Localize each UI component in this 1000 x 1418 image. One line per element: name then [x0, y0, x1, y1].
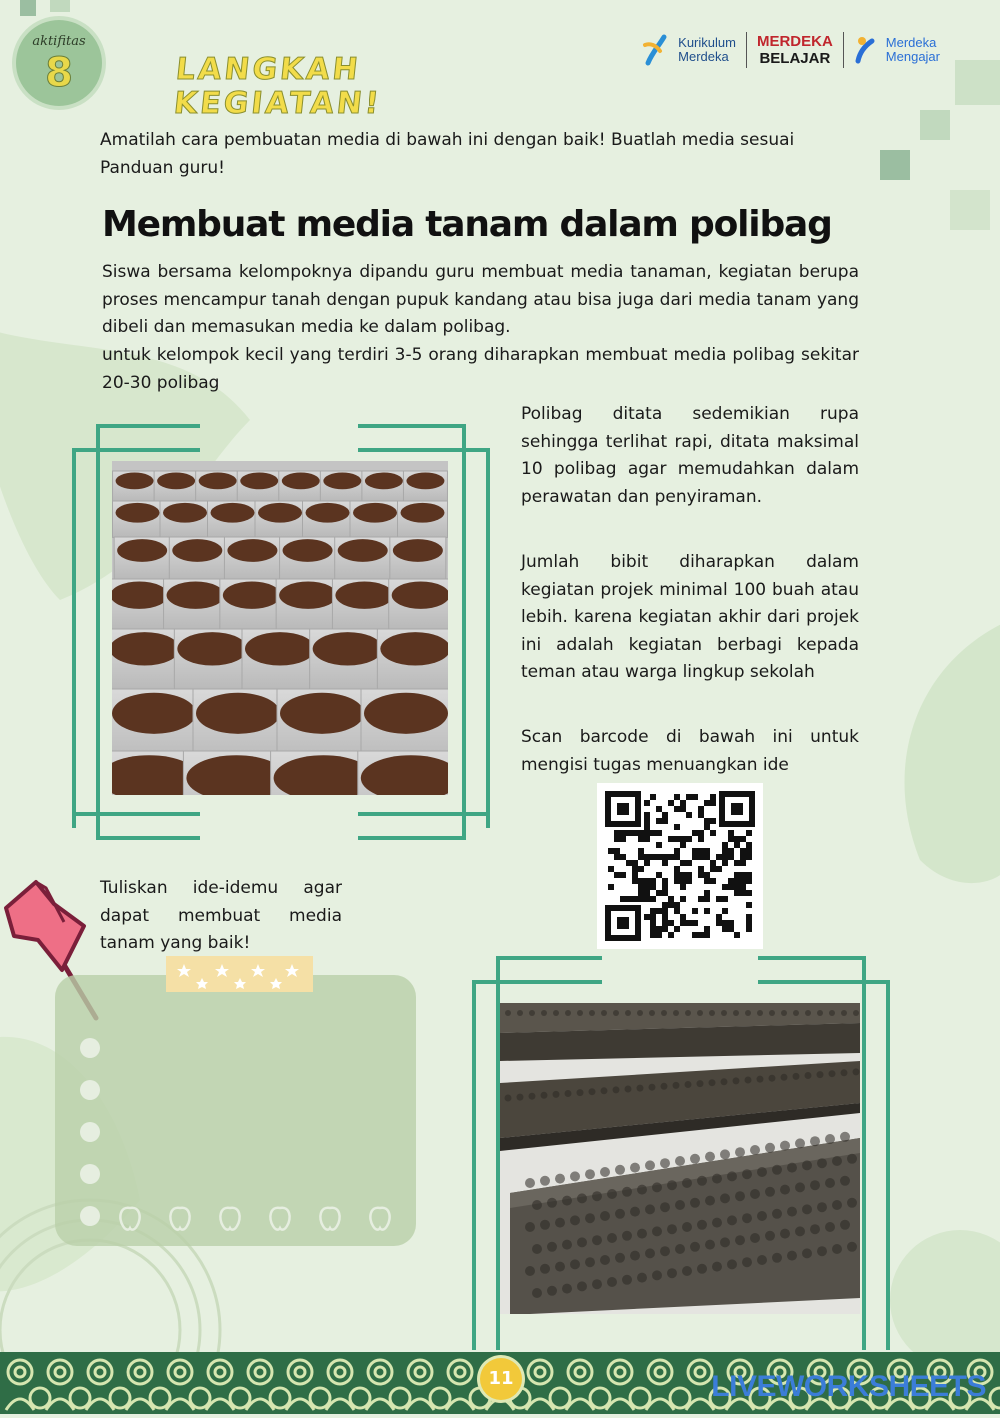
logo-merdeka-belajar	[757, 33, 833, 67]
page-number: 11	[480, 1358, 522, 1400]
qr-code[interactable]	[597, 783, 763, 949]
logo-mb-top: MERDEKA	[756, 33, 833, 50]
merdeka-mengajar-logo-icon	[854, 35, 876, 65]
activity-badge	[16, 20, 102, 106]
polybag-photo	[112, 461, 448, 795]
side-paragraph-3: Scan barcode di bawah ini untuk mengisi tugas menuangkan ide	[521, 727, 859, 775]
badge-number: 8	[45, 50, 73, 96]
seedbed-photo	[500, 1003, 860, 1314]
kurikulum-logo-icon	[642, 33, 668, 67]
heading-line-2: KEGIATAN!	[172, 86, 384, 121]
notes-prompt: Tuliskan ide-idemu agar dapat membuat media tanam yang baik!	[100, 878, 342, 953]
side-paragraph-2: Jumlah bibit diharapkan dalam kegiatan projek minimal 100 buah atau lebih. karena kegiatan akhir dari projek ini adalah kegiatan berbagi kepada teman atau warga lingkup sekolah	[521, 552, 859, 682]
page-title: Membuat media tanam dalam polibag	[102, 204, 832, 245]
liveworksheets-brand: LIVEWORKSHEETS	[711, 1370, 986, 1403]
logo-kurikulum-merdeka	[678, 36, 736, 64]
logo-kurikulum-text: Kurikulum	[678, 35, 736, 50]
intro-line-1: Amatilah cara pembuatan media di bawah ini dengan baik! Buatlah media sesuai	[100, 130, 795, 150]
logo-merdeka-text: Merdeka	[678, 49, 729, 64]
qr-code-icon	[597, 783, 763, 949]
logo-mm-bottom: Mengajar	[885, 49, 940, 64]
intro-line-2: Panduan guru!	[100, 157, 225, 178]
logo-separator	[746, 32, 747, 68]
body-paragraph-1: Siswa bersama kelompoknya dipandu guru membuat media tanaman, kegiatan berupa proses mencampur tanah dengan pupuk kandang atau bisa juga dari media tanam yang dibeli dan memasukan media ke dalam polibag.	[102, 262, 859, 337]
header-logos	[642, 30, 940, 70]
badge-label: aktifitas	[32, 34, 86, 49]
washi-tape	[166, 956, 313, 992]
logo-separator	[843, 32, 844, 68]
intro-text	[100, 127, 860, 182]
body-paragraph-2: untuk kelompok kecil yang terdiri 3-5 orang diharapkan membuat media polibag sekitar 20-30 polibag	[102, 345, 859, 393]
logo-mm-top: Merdeka	[885, 35, 937, 50]
side-paragraph-1: Polibag ditata sedemikian rupa sehingga terlihat rapi, ditata maksimal 10 polibag agar memudahkan dalam perawatan dan penyiraman.	[521, 404, 859, 507]
apple-icon	[115, 1200, 395, 1234]
logo-mb-bottom: BELAJAR	[759, 50, 831, 67]
logo-merdeka-mengajar	[886, 36, 940, 64]
heading-line-1: LANGKAH	[174, 52, 363, 87]
